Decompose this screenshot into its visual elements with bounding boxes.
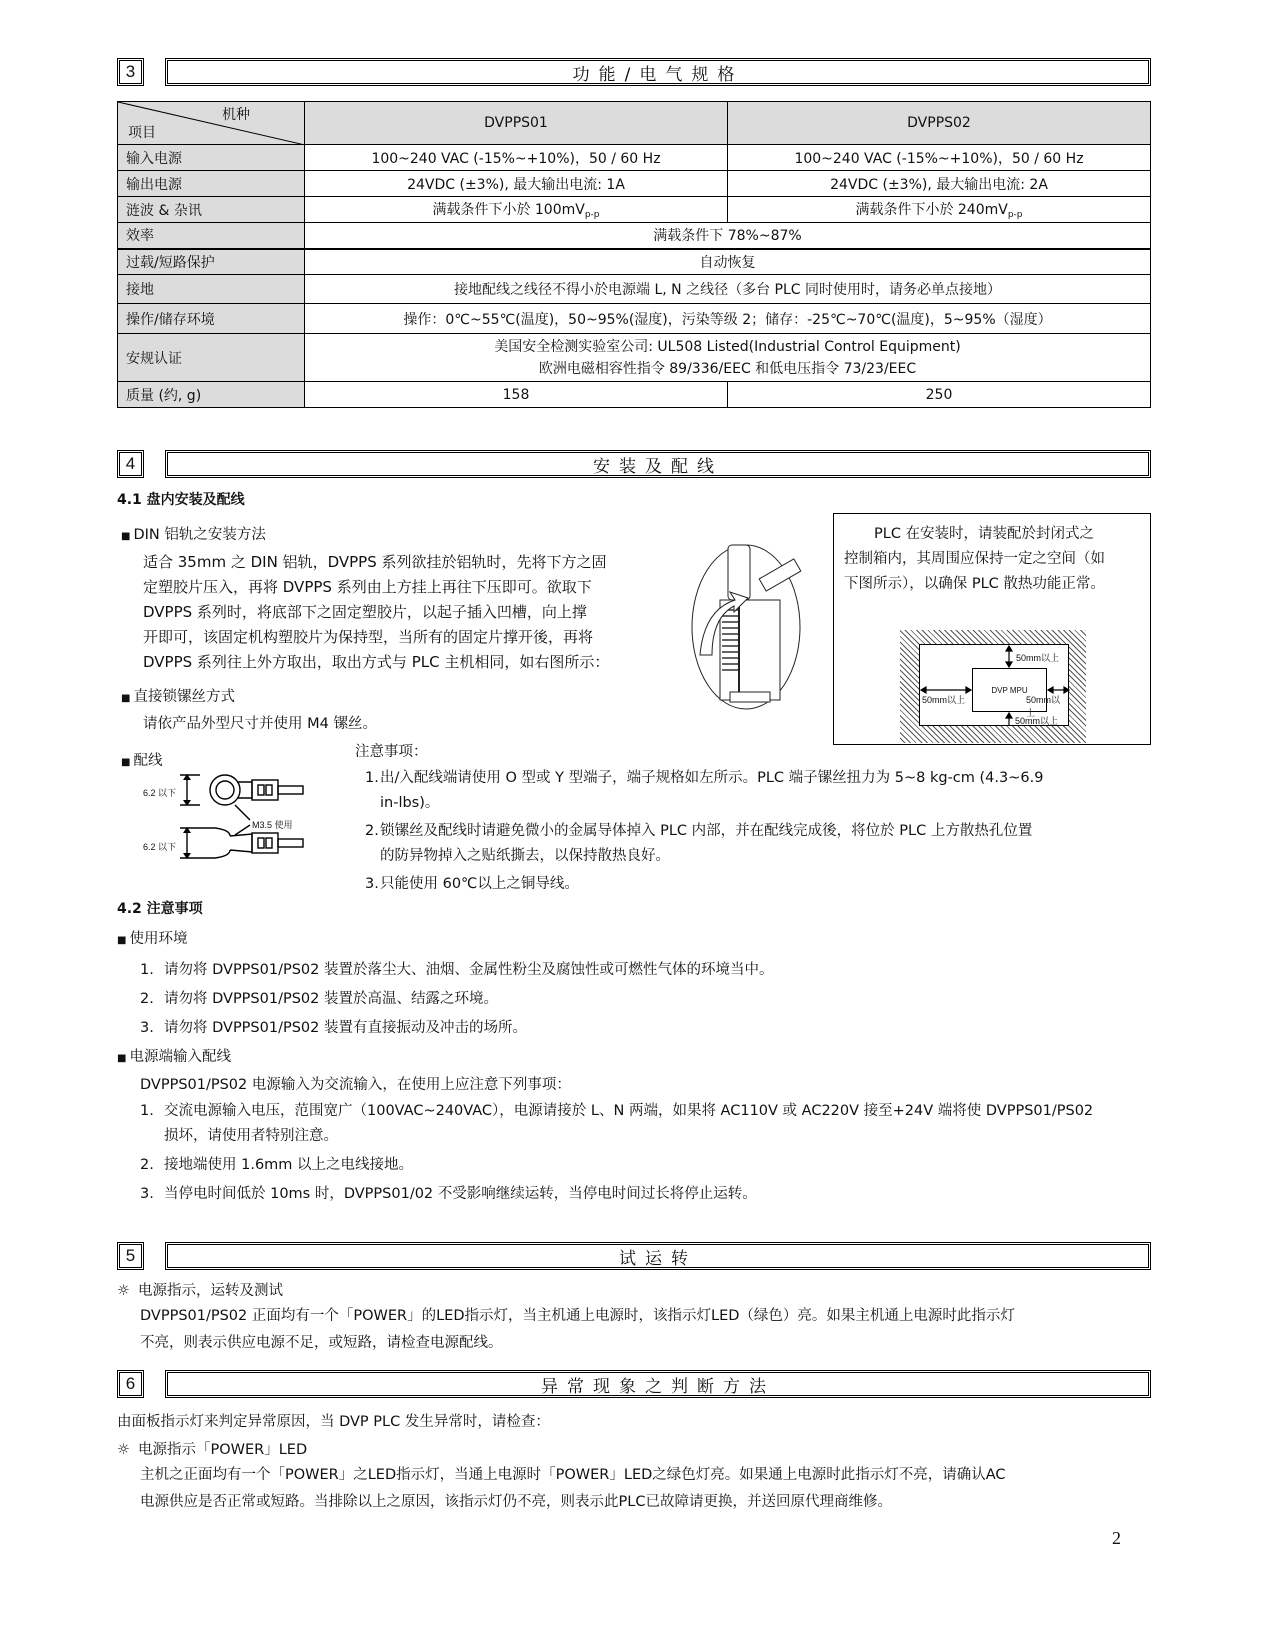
sun-icon: ☼ (117, 1442, 130, 1458)
clearance-label-top: 50mm以上 (1016, 653, 1060, 663)
wiring-heading (121, 749, 162, 770)
para-line: DVPPS 系列往上外方取出，取出方式与 PLC 主机相同，如右图所示： (143, 653, 610, 671)
box-paragraph (844, 522, 1144, 597)
mpu-box: DVP MPU (972, 668, 1047, 712)
cell (305, 334, 1151, 382)
table-row (118, 171, 1151, 197)
subscript: p-p (1007, 210, 1023, 220)
notes-heading: 注意事项： (355, 744, 428, 760)
enclosure-interior (919, 644, 1069, 726)
bullet-icon: ■ (121, 693, 131, 704)
spec-table (117, 101, 1151, 408)
clearance-label-left: 50mm以上 (922, 695, 966, 705)
cell: 操作：0℃~55℃(温度)，50~95%(湿度)，污染等级 2；储存：-25℃~70℃(温度)，5~95%（湿度） (305, 304, 1151, 334)
item-heading-text: 电源指示「POWER」LED (138, 1442, 308, 1458)
clearance-label-right: 50mm以上 (1026, 695, 1061, 718)
item-heading-text: 电源指示，运转及测试 (138, 1283, 283, 1299)
power-list (140, 1099, 1152, 1207)
table-row (118, 197, 1151, 223)
table-row (118, 304, 1151, 334)
list-item (140, 985, 1140, 1014)
para-line: 开即可，该固定机构塑胶片为保持型，当所有的固定片撑开後，再将 (143, 628, 594, 646)
env-heading (117, 927, 187, 948)
cell: 100~240 VAC (-15%~+10%)，50 / 60 Hz (728, 145, 1151, 171)
bullet-icon: ■ (121, 531, 131, 542)
power-heading (117, 1045, 231, 1066)
table-header-row (118, 102, 1151, 145)
row-label: 操作/储存环境 (118, 304, 305, 334)
item-heading (117, 1438, 307, 1459)
item-line: 锁镙丝及配线时请避免微小的金属导体掉入 PLC 内部，并在配线完成後，将位於 PLC 上方散热孔位置 (380, 823, 1033, 839)
model-header: DVPPS02 (728, 102, 1151, 145)
item-number: 3. (140, 1186, 154, 1202)
section6-intro: 由面板指示灯来判定异常原因，当 DVP PLC 发生异常时，请检查： (117, 1414, 550, 1430)
wiring-heading-text: 配线 (133, 753, 163, 769)
clearance-diagram-box (833, 513, 1151, 745)
list-item (365, 819, 1155, 869)
list-item (365, 872, 1155, 897)
item-number: 1. (140, 962, 154, 978)
bullet-icon: ■ (117, 1053, 127, 1064)
cell-line: 美国安全检测实验室公司: UL508 Listed(Industrial Control Equipment) (494, 338, 961, 355)
row-label: 质量 (约, g) (118, 382, 305, 408)
item-number: 3. (140, 1020, 154, 1036)
bullet-icon: ■ (121, 757, 131, 768)
terminal-dim-label: 6.2 以下 (143, 842, 177, 852)
screw-text: 请依产品外型尺寸并使用 M4 镙丝。 (143, 716, 377, 732)
cell: 满载条件下 78%~87% (305, 223, 1151, 249)
section-title: 安装及配线 (165, 450, 1151, 478)
env-heading-text: 使用环境 (129, 931, 188, 947)
row-label: 安规认证 (118, 334, 305, 382)
din-heading (121, 523, 266, 544)
para-line: 控制箱内，其周围应保持一定之空间（如 (844, 551, 1105, 567)
table-row (118, 382, 1151, 408)
cell: 自动恢复 (305, 249, 1151, 275)
para-line: 定塑胶片压入，再将 DVPPS 系列由上方挂上再往下压即可。欲取下 (143, 578, 592, 596)
item-number: 2. (140, 991, 154, 1007)
din-paragraph (143, 550, 653, 675)
clearance-label-bottom: 50mm以上 (1015, 716, 1059, 726)
cell: 250 (728, 382, 1151, 408)
list-item (140, 1153, 1152, 1178)
item-heading (117, 1279, 283, 1300)
hatched-enclosure (900, 630, 1086, 743)
item-number: 1. (140, 1103, 154, 1119)
row-label: 过载/短路保护 (118, 249, 305, 275)
list-item (140, 1182, 1152, 1207)
section-number: 6 (117, 1370, 144, 1398)
row-label: 效率 (118, 223, 305, 249)
list-item (365, 766, 1155, 816)
para-line: 主机之正面均有一个「POWER」之LED指示灯，当通上电源时「POWER」LED之绿色灯亮。如果通上电源时此指示灯不亮，请确认AC (140, 1467, 1006, 1483)
screw-heading (121, 685, 235, 706)
item-line: in-lbs)。 (380, 795, 440, 811)
subsection-heading: 4.1 盘内安装及配线 (117, 492, 245, 508)
cell: 接地配线之线径不得小於电源端 L, N 之线径（多台 PLC 同时使用时，请务必单点接地） (305, 275, 1151, 304)
para-line: 电源供应是否正常或短路。当排除以上之原因，该指示灯仍不亮，则表示此PLC已故障请更换，并送回原代理商维修。 (140, 1494, 892, 1510)
para-line: DVPPS01/PS02 正面均有一个「POWER」的LED指示灯，当主机通上电源时，该指示灯LED（绿色）亮。如果主机通上电源时此指示灯 (140, 1308, 1015, 1324)
item-number: 3. (365, 876, 379, 892)
item-number: 2. (140, 1157, 154, 1173)
page-number: 2 (1112, 1528, 1121, 1548)
section5-paragraph (140, 1303, 1155, 1357)
cell (305, 197, 728, 223)
section-title: 试运转 (165, 1242, 1151, 1270)
env-list (140, 956, 1140, 1043)
item-line: 交流电源输入电压，范围宽广（100VAC~240VAC），电源请接於 L、N 两端，如果将 AC110V 或 AC220V 接至+24V 端将使 DVPPS01/PS02 (164, 1103, 1094, 1119)
corner-cell (118, 102, 305, 145)
subscript: p-p (584, 210, 600, 220)
item-line: 出/入配线端请使用 O 型或 Y 型端子，端子规格如左所示。PLC 端子镙丝扭力为 5~8 kg-cm (4.3~6.9 (380, 770, 1044, 786)
table-row (118, 249, 1151, 275)
bullet-icon: ■ (117, 935, 127, 946)
list-item (140, 956, 1140, 985)
item-text: 请勿将 DVPPS01/PS02 装置於高温、结露之环境。 (164, 991, 498, 1007)
power-heading-text: 电源端输入配线 (129, 1049, 231, 1065)
section-number: 3 (117, 58, 144, 86)
para-line: 下图所示），以确保 PLC 散热功能正常。 (844, 576, 1105, 592)
table-row (118, 223, 1151, 249)
section-number: 5 (117, 1242, 144, 1270)
cell (728, 197, 1151, 223)
list-item (140, 1099, 1152, 1149)
item-text: 请勿将 DVPPS01/PS02 装置於落尘大、油烟、金属性粉尘及腐蚀性或可燃性气体的环境当中。 (164, 962, 774, 978)
section-title: 功能/电气规格 (165, 58, 1151, 86)
section-title: 异常现象之判断方法 (165, 1370, 1151, 1398)
power-intro: DVPPS01/PS02 电源输入为交流输入，在使用上应注意下列事项： (140, 1077, 571, 1093)
din-rail-illustration (690, 540, 802, 710)
cell-text: 满载条件下小於 100mV (432, 202, 585, 218)
terminal-screw-label: M3.5 使用 (252, 820, 293, 830)
table-row (118, 145, 1151, 171)
din-heading-text: DIN 铝轨之安装方法 (133, 527, 266, 543)
model-header: DVPPS01 (305, 102, 728, 145)
item-line: 接地端使用 1.6mm 以上之电线接地。 (164, 1157, 414, 1173)
row-label: 涟波 & 杂讯 (118, 197, 305, 223)
item-text: 请勿将 DVPPS01/PS02 装置有直接振动及冲击的场所。 (164, 1020, 527, 1036)
cell-line: 欧洲电磁相容性指令 89/336/EEC 和低电压指令 73/23/EEC (538, 360, 917, 377)
section6-paragraph (140, 1462, 1155, 1516)
para-line: 不亮，则表示供应电源不足，或短路，请检查电源配线。 (140, 1335, 503, 1351)
corner-top-label: 机种 (222, 107, 250, 123)
cell-text: 满载条件下小於 240mV (855, 202, 1008, 218)
row-label: 输入电源 (118, 145, 305, 171)
para-line: PLC 在安装时，请装配於封闭式之 (874, 526, 1095, 542)
screw-heading-text: 直接锁镙丝方式 (133, 689, 235, 705)
para-line: 适合 35mm 之 DIN 铝轨，DVPPS 系列欲挂於铝轨时，先将下方之固 (143, 553, 607, 571)
subsection-heading: 4.2 注意事项 (117, 901, 203, 917)
para-line: DVPPS 系列时，将底部下之固定塑胶片，以起子插入凹槽，向上撑 (143, 603, 587, 621)
item-line: 只能使用 60℃以上之铜导线。 (380, 876, 579, 892)
corner-bottom-label: 项目 (128, 125, 156, 141)
table-row (118, 275, 1151, 304)
cell: 100~240 VAC (-15%~+10%)，50 / 60 Hz (305, 145, 728, 171)
table-row (118, 334, 1151, 382)
terminal-dim-label: 6.2 以下 (143, 788, 177, 798)
item-number: 2. (365, 823, 379, 839)
section-number: 4 (117, 450, 144, 478)
cell: 24VDC (±3%), 最大输出电流: 1A (305, 171, 728, 197)
item-line: 当停电时间低於 10ms 时，DVPPS01/02 不受影响继续运转，当停电时间过长将停止运转。 (164, 1186, 757, 1202)
row-label: 输出电源 (118, 171, 305, 197)
item-number: 1. (365, 770, 379, 786)
item-line: 的防异物掉入之贴纸撕去，以保持散热良好。 (380, 848, 670, 864)
list-item (140, 1014, 1140, 1043)
cell: 24VDC (±3%), 最大输出电流: 2A (728, 171, 1151, 197)
notes-list (365, 766, 1155, 897)
item-line: 损坏，请使用者特别注意。 (164, 1128, 338, 1144)
sun-icon: ☼ (117, 1283, 130, 1299)
cell: 158 (305, 382, 728, 408)
row-label: 接地 (118, 275, 305, 304)
